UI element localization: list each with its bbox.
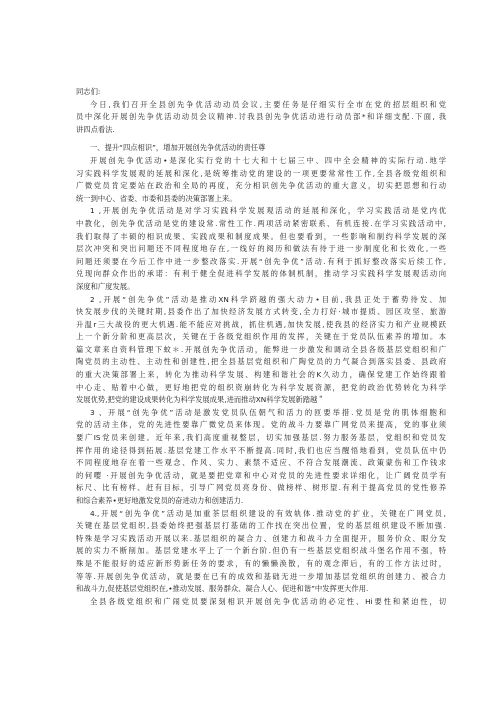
text-line: 挥作用的途径得到拓展.基层党建工作水平不断提高.同时,我们也应当醒悟地看到，党员队伍中仍: [76, 445, 446, 455]
text-line: 2 ,开展“创先争优”活动是推动XN科学跻越的强大动力•目前,我县正处于蓄势待发、加: [90, 294, 446, 304]
text-line: 今日,我们召开全县创先争优活动动员会议,主要任务是仔细实行全市在党的招层组织和党: [90, 99, 446, 109]
text-line: 和战斗力,促使基层党组织在,•推动发展、服务群众、凝合人心、促进和谐”中发挥更大作用.: [76, 584, 369, 594]
text-line: 的何嘤 ·开展创先争优活动，就是要把党章和中心对党员的先进性要求详细化，让广阔党员学有: [76, 470, 446, 480]
text-line: 问题还须要在今后工作中进一步整改落实.开展“创先争优”活动.有利于抓好整改落实后续工作,: [76, 256, 446, 266]
text-line: 兑现向群众作出的承诺：有利于健全促进科学发展的体制机制，推动学习实践科学发展观活动向: [76, 269, 446, 279]
text-line: 篇文章来自资料管理下蚊＊.开展创先争优活动，能弊进一步激发和调动全县各级基层党组织和广: [76, 344, 446, 354]
text-line: 员中深化开展创先争优活动动员会议精神.讨我县创先争优活动进行动员部*和详细支配.下面, 我: [76, 112, 446, 122]
text-line: 党的活动主体，党的先进性要靠广微党员来体现。党的战斗力要靠广网党员来提高，党的事业须: [76, 420, 446, 430]
text-line: 等等.开展创先争优活动，就是要在已有的成效和基础无进一步增加基层党组织的创建力、被合力: [76, 571, 446, 581]
text-line: 习实践科学发展观的延展和深化,是统筹推动党的建设的一项更要常常性工作,全县各级党组织和: [76, 168, 446, 178]
text-line: 广微党员肯定要站在政治和全局的再度，充分相识创先争优活动的重大意义，切实把思想和行动: [76, 181, 446, 191]
text-line: 标尺、比有榜样、赶有目标，引导广网党员亮身份、做榜样、树形望.有利于提高党员的党性修养: [76, 483, 446, 493]
text-line: 同志们:: [76, 87, 101, 96]
text-line: 深度和广度发展。: [76, 281, 135, 291]
text-line: 统一到中心、省委、市委和县委的决策部署上来。: [76, 193, 237, 203]
text-line: 快发展步伐的关键时期,县委作出了加快经济发展方式转变,全力打好·城市提质、园区攻坚、旅游: [76, 307, 446, 317]
text-line: 1 ,开展创先争优活动是对学习实践科学发展观活动的延展和深化，学习实践活动是党内优: [90, 206, 446, 216]
text-line: 中教化，创先争优活动是党的建设常.常性工作.两项活动紧密联系、有机连接.在学习实践活动中,: [76, 218, 446, 228]
text-line: 讲四点看法.: [76, 124, 115, 134]
text-line: 展的实力不断削加。基层党建水平上了一个新台阶.但仍有一些基层党组织战斗堡名作用不强，特: [76, 546, 446, 556]
text-line: 升温r三大战役的更大机遇.能不能应对挑战，抓住机遇,加快发展,使我县的经济实力和产业规模跃: [76, 319, 446, 329]
text-line: 上一个新分阶和更高层次，关键在于各级党组织作用的发挥，关键在于党员队伍素养的增加。本: [76, 332, 446, 342]
text-line: 一、提升“四点相识”，增加开展创先争优活动的责任尊: [90, 143, 266, 153]
text-line: 我们取得了丰硕的相识成果、实践成果和制度成果。但也要看到，一些影响和制约科学发展的深: [76, 231, 446, 241]
text-line: 特殊是学习实践活动开展以来.基层组织的凝合力、创建力和战斗力全面提开，服务价众、眼分发: [76, 533, 446, 543]
text-line: 关键在基层党组织,县委始终把强基层打基础的工作找在突出位置，党的基层组织建设不断加强.: [76, 521, 446, 531]
text-line: 4.,开展“创先争优”活动是加重茶层组织建设的有效轨体.推动党的扩业，关键在广网党员,: [90, 508, 446, 518]
text-line: 3 、开展“创先争优”活动是激发党员队伍朝气和活力的匝要举措.党员是党的肌体细胞和: [90, 407, 446, 417]
text-line: 的重大决策部署上来，转化为推动科学发展、构建和谐社会的K久动力，确保党建工作始终跟着: [76, 370, 446, 380]
text-line: 殊是不能很好的适应新形势新任务的要求，有的懒懒涣散，有的观念滞后，有的工作方法过时，: [76, 558, 446, 568]
text-line: 要广IS党员来创建。近年来,我们高度重视整层，切实加强基层.努力服务基层，党组织和党员发: [76, 433, 446, 443]
text-line: 发展优势,把党的建设成果转化为科学发展成果,进而推动XN科学发展新踏越＂: [76, 395, 325, 405]
text-line: 层次冲突和突出问题还不同程度地存在,一线好的阅历和做法有待于进一步制度化和长效化,一些: [76, 244, 446, 254]
text-line: 陶党员的主动性、主动性和创建性,把全县基层党组织和广陶党员的力气凝合到落实县委、县政府: [76, 357, 446, 367]
text-line: 中心走、贴着中心做，更好地把党的组织资崩转化为科学发展资源，把党的政治优势转化为科学: [76, 382, 446, 392]
text-line: 和综合素养•更好地激发党员的奋进动力和创建活力.: [76, 496, 244, 505]
text-line: 全县各级党组织和广闹党员要深刻相识开展创先争优活动的必定性、Hi要性和紧迫性，切: [90, 596, 446, 606]
text-line: 开展创先争优活动•是深化实行党的十七大和十七届三中、四中全会精神的实际行动.地学: [90, 155, 446, 165]
text-line: 不同程度地存在着一些观念、作风、实力、素禁不适应、不符合发展潮流、政策蒙伤和工作钱求: [76, 458, 446, 468]
